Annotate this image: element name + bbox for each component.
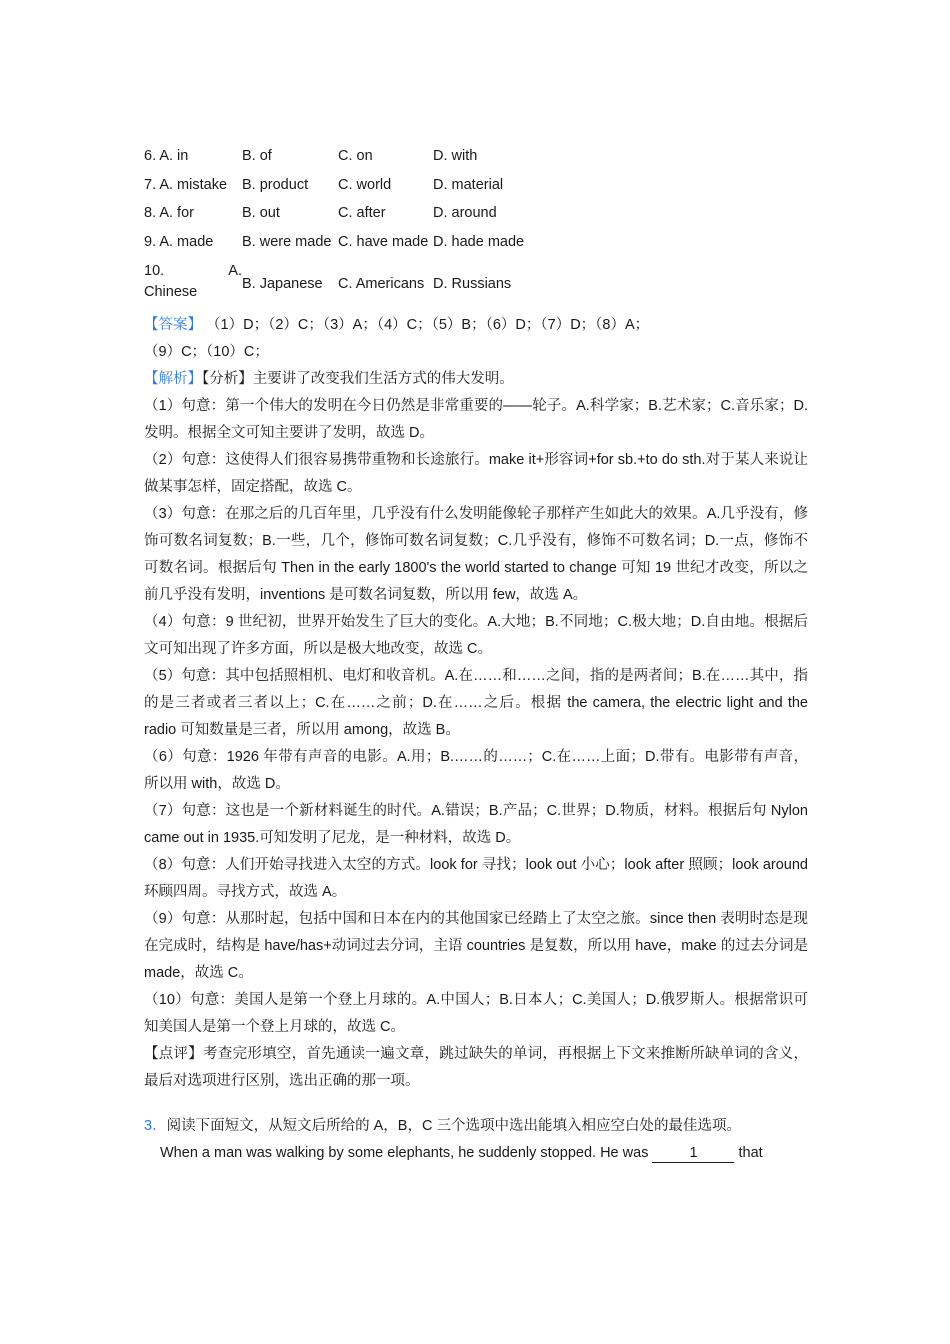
option-row — [144, 256, 543, 312]
answer-line-1: （1）D；（2）C；（3）A；（4）C；（5）B；（6）D；（7）D；（8）A； — [206, 317, 650, 334]
passage-line — [144, 1140, 808, 1167]
option-d: D. Russians — [433, 276, 512, 293]
document-page — [144, 142, 808, 1167]
comment: 【点评】考查完形填空，首先通读一遍文章，跳过缺失的单词，再根据上下文来推断所缺单词的含义，最后对选项进行区别，选出正确的那一项。 — [144, 1046, 808, 1090]
analysis-paragraph: （9）句意：从那时起，包括中国和日本在内的其他国家已经踏上了太空之旅。since then 表明时态是现在完成时，结构是 have/has+动词过去分词，主语 countries 是复数，所以用 have，make 的过去分词是 made，故选 C。 — [144, 911, 808, 982]
option-row — [144, 228, 543, 257]
analysis-paragraph: （1）句意：第一个伟大的发明在今日仍然是非常重要的——轮子。A.科学家；B.艺术家；C.音乐家；D.发明。根据全文可知主要讲了发明，故选 D。 — [144, 398, 808, 442]
option-a-head — [144, 263, 242, 279]
option-b: B. Japanese — [242, 276, 323, 293]
option-a: 6. A. in — [144, 148, 189, 165]
question-instruction-text: 阅读下面短文，从短文后所给的 A，B，C 三个选项中选出能填入相应空白处的最佳选项。 — [166, 1118, 741, 1135]
option-a-word: Chinese — [144, 284, 198, 301]
option-d: D. material — [433, 176, 504, 193]
analysis-paragraph: （2）句意：这使得人们很容易携带重物和长途旅行。make it+形容词+for sb.+to do sth.对于某人来说让做某事怎样，固定搭配，故选 C。 — [144, 452, 808, 496]
passage-text-end: that — [738, 1145, 763, 1162]
analysis-paragraph: （8）句意：人们开始寻找进入太空的方式。look for 寻找；look out 小心；look after 照顾；look around 环顾四周。寻找方式，故选 A。 — [144, 857, 808, 901]
analysis-paragraph: （7）句意：这也是一个新材料诞生的时代。A.错误；B.产品；C.世界；D.物质，材料。根据后句 Nylon came out in 1935.可知发明了尼龙，是一种材料，故选 D。 — [144, 803, 808, 847]
answer-block — [144, 312, 808, 366]
blank-1: 1 — [652, 1144, 734, 1163]
option-row — [144, 142, 543, 171]
question-instruction — [144, 1113, 808, 1140]
option-number: 10. — [144, 263, 165, 280]
option-a — [144, 256, 242, 312]
option-d: D. with — [433, 148, 478, 165]
analysis-label: 【解析】 — [144, 371, 202, 388]
analysis-paragraph: （5）句意：其中包括照相机、电灯和收音机。A.在……和……之间，指的是两者间；B.在……其中，指的是三者或者三者以上；C.在……之前；D.在……之后。根据 the camera, the electric light and the radio 可知数量是三者，所以用 among，故选 B。 — [144, 668, 808, 739]
question-number: 3． — [144, 1118, 167, 1135]
analysis-heading — [144, 366, 808, 393]
option-row — [144, 171, 543, 200]
answer-label: 【答案】 — [144, 317, 202, 334]
option-b: B. were made — [242, 234, 332, 251]
analysis-paragraph: （4）句意：9 世纪初，世界开始发生了巨大的变化。A.大地；B.不同地；C.极大地；D.自由地。根据后文可知出现了许多方面，所以是极大地改变，故选 C。 — [144, 614, 808, 658]
option-d: D. hade made — [433, 234, 525, 251]
spacer — [144, 1095, 808, 1113]
answer-line-2: （9）C；（10）C； — [144, 344, 269, 361]
option-c: C. world — [338, 176, 392, 193]
option-b: B. product — [242, 176, 309, 193]
option-a: 8. A. for — [144, 205, 194, 222]
option-c: C. Americans — [338, 276, 425, 293]
analysis-paragraph: （3）句意：在那之后的几百年里，几乎没有什么发明能像轮子那样产生如此大的效果。A.几乎没有，修饰可数名词复数；B.一些，几个，修饰可数名词复数；C.几乎没有，修饰不可数名词；D.一点，修饰不可数名词。根据后句 Then in the early 1800's the world started to change 可知 19 世纪才改变，所以之前几乎没有发明，inventions 是可数名词复数，所以用 few，故选 A。 — [144, 506, 808, 604]
option-c: C. have made — [338, 234, 429, 251]
option-a: 7. A. mistake — [144, 176, 228, 193]
option-a-letter: A. — [228, 263, 242, 280]
analysis-intro: 【分析】主要讲了改变我们生活方式的伟大发明。 — [202, 371, 514, 388]
option-b: B. of — [242, 148, 272, 165]
option-row — [144, 199, 543, 228]
options-table — [144, 142, 543, 312]
option-c: C. on — [338, 148, 373, 165]
option-c: C. after — [338, 205, 386, 222]
passage-text: When a man was walking by some elephants, he suddenly stopped. He was — [160, 1145, 649, 1162]
option-a: 9. A. made — [144, 234, 214, 251]
option-b: B. out — [242, 205, 280, 222]
analysis-paragraph: （10）句意：美国人是第一个登上月球的。A.中国人；B.日本人；C.美国人；D.俄罗斯人。根据常识可知美国人是第一个登上月球的，故选 C。 — [144, 992, 808, 1036]
option-d: D. around — [433, 205, 497, 222]
analysis-paragraph: （6）句意：1926 年带有声音的电影。A.用；B.……的……；C.在……上面；D.带有。电影带有声音，所以用 with，故选 D。 — [144, 749, 808, 793]
